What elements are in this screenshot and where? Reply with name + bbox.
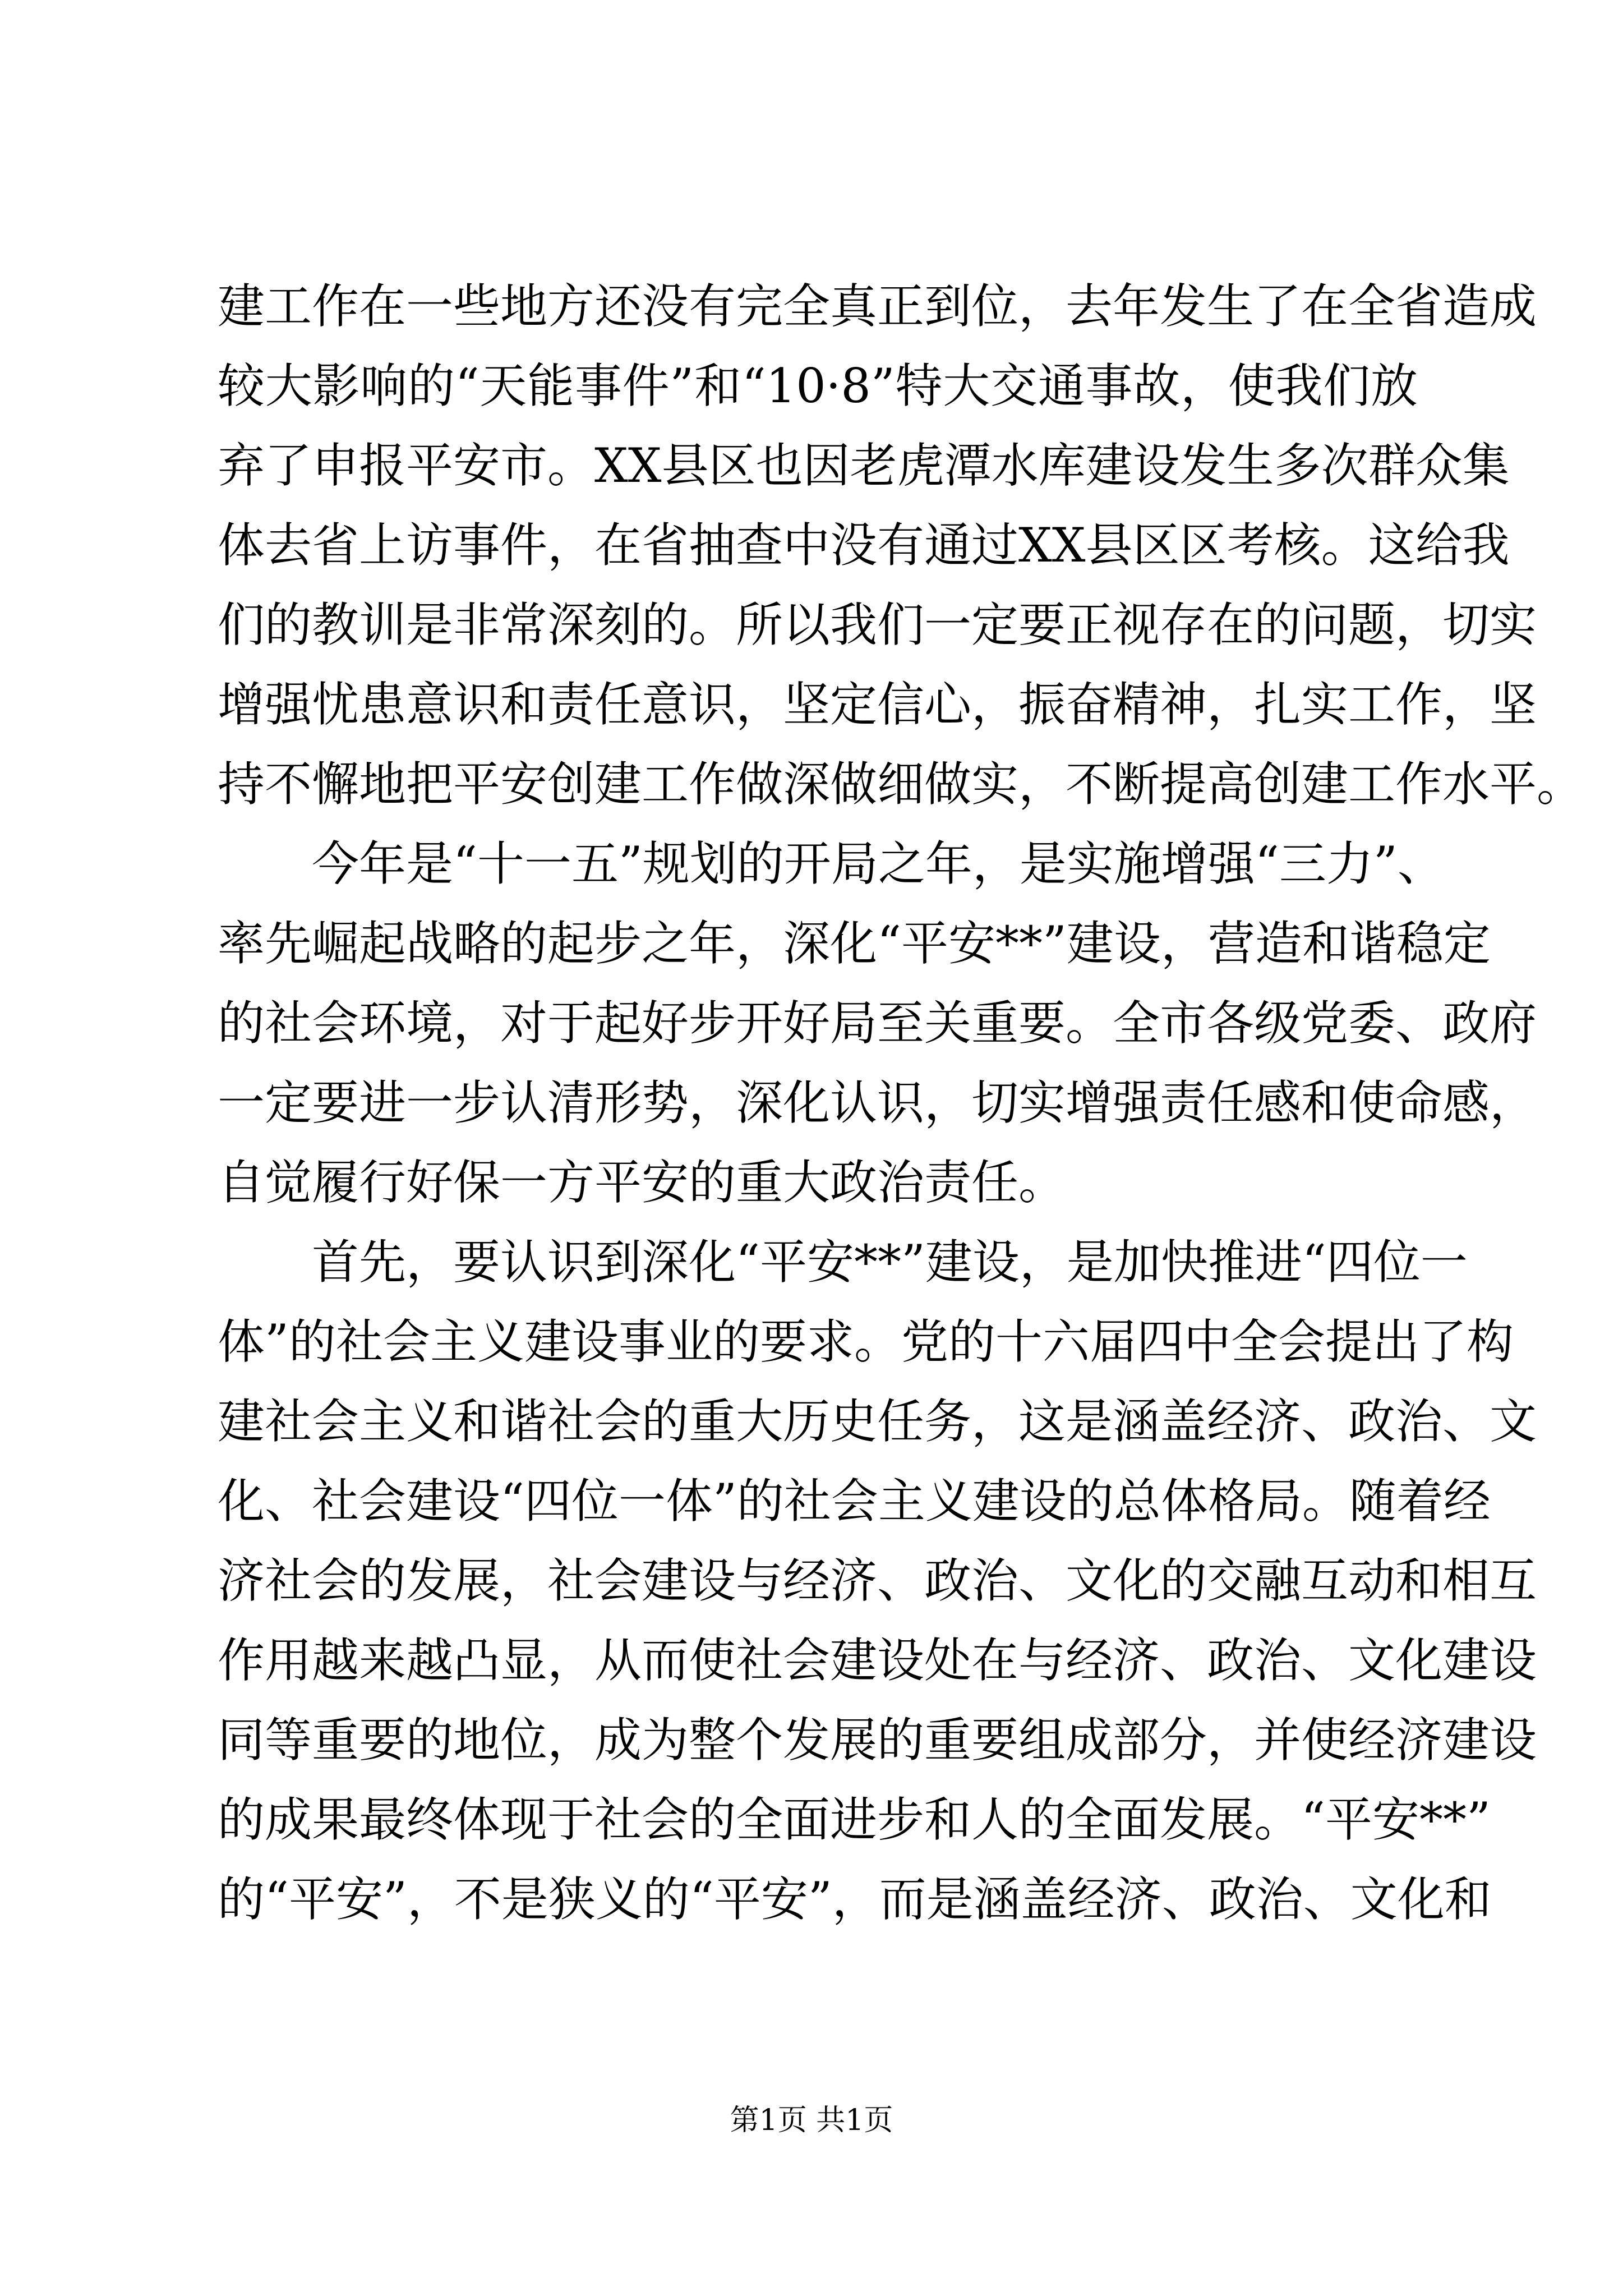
text-line: 体”的社会主义建设事业的要求。党的十六届四中全会提出了构 <box>218 1314 1514 1369</box>
text-line: 建社会主义和谐社会的重大历史任务，这是涵盖经济、政治、文 <box>218 1394 1537 1449</box>
text-line: 一定要进一步认清形势，深化认识，切实增强责任感和使命感， <box>218 1075 1537 1130</box>
text-line: 济社会的发展，社会建设与经济、政治、文化的交融互动和相互 <box>218 1553 1537 1608</box>
text-line: 化、社会建设“四位一体”的社会主义建设的总体格局。随着经 <box>218 1474 1491 1529</box>
text-line: 持不懈地把平安创建工作做深做细做实，不断提高创建工作水平。 <box>218 757 1584 812</box>
text-line: 较大影响的“天能事件”和“10·8”特大交通事故，使我们放 <box>218 358 1418 413</box>
text-line: 体去省上访事件，在省抽查中没有通过XX县区区考核。这给我 <box>218 518 1510 573</box>
text-line: 今年是“十一五”规划的开局之年，是实施增强“三力”、 <box>312 836 1445 891</box>
text-line: 们的教训是非常深刻的。所以我们一定要正视存在的问题，切实 <box>218 597 1537 652</box>
text-line: 首先，要认识到深化“平安**”建设，是加快推进“四位一 <box>312 1235 1468 1290</box>
text-line: 的成果最终体现于社会的全面进步和人的全面发展。“平安**” <box>218 1792 1491 1847</box>
text-line: 弃了申报平安市。XX县区也因老虎潭水库建设发生多次群众集 <box>218 438 1510 493</box>
text-line: 率先崛起战略的起步之年，深化“平安**”建设，营造和谐稳定 <box>218 916 1491 971</box>
text-line: 自觉履行好保一方平安的重大政治责任。 <box>218 1155 1066 1210</box>
document-body <box>218 266 1584 1939</box>
text-line: 增强忧患意识和责任意识，坚定信心，振奋精神，扎实工作，坚 <box>218 677 1537 732</box>
text-line: 建工作在一些地方还没有完全真正到位，去年发生了在全省造成 <box>218 279 1537 334</box>
text-line: 作用越来越凸显，从而使社会建设处在与经济、政治、文化建设 <box>218 1633 1537 1688</box>
text-line: 的“平安”，不是狭义的“平安”，而是涵盖经济、政治、文化和 <box>218 1872 1492 1927</box>
page-number-footer: 第1页 共1页 <box>730 2104 893 2137</box>
text-line: 的社会环境，对于起好步开好局至关重要。全市各级党委、政府 <box>218 996 1537 1051</box>
text-line: 同等重要的地位，成为整个发展的重要组成部分，并使经济建设 <box>218 1713 1537 1768</box>
